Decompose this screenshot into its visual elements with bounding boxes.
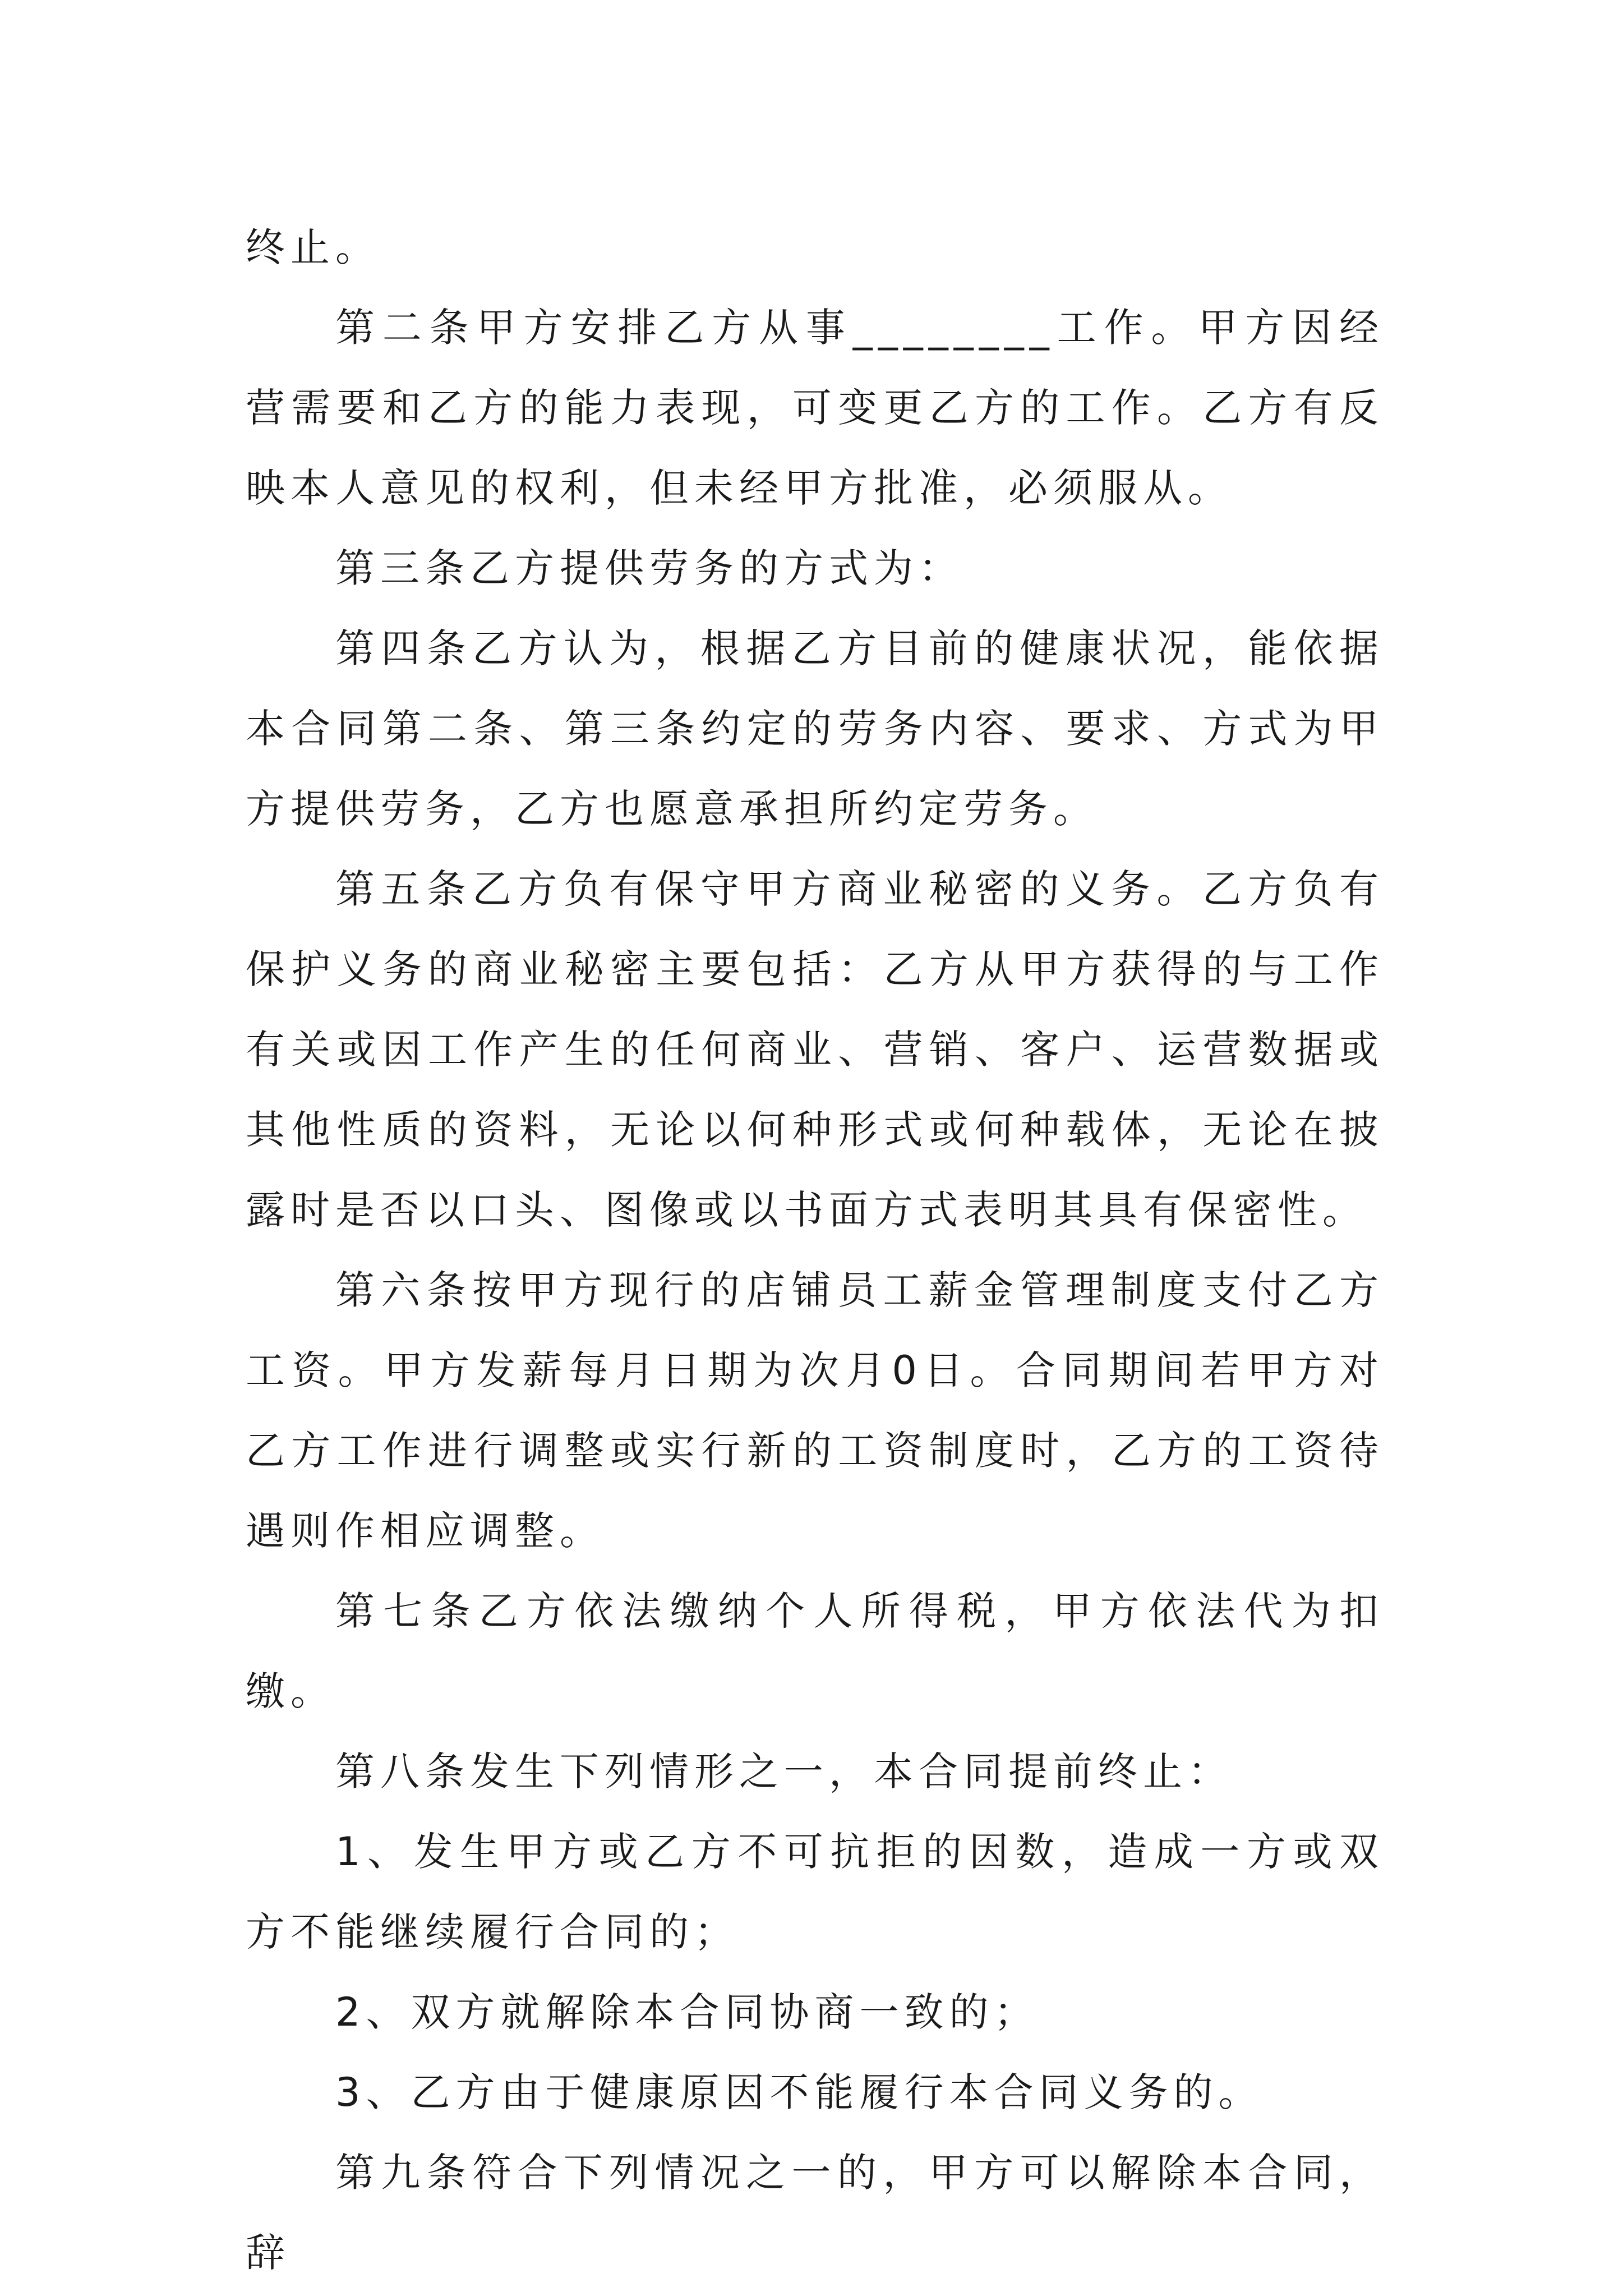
paragraph-article-7: 第七条乙方依法缴纳个人所得税，甲方依法代为扣缴。 (246, 1588, 1384, 1714)
list-item-1: 1、发生甲方或乙方不可抗拒的因数，造成一方或双方不能继续履行合同的； (246, 1829, 1384, 1955)
paragraph-article-5: 第五条乙方负有保守甲方商业秘密的义务。乙方负有保护义务的商业秘密主要包括：乙方从甲方获得的与工作有关或因工作产生的任何商业、营销、客户、运营数据或其他性质的资料，无论以何种形式或何种载体，无论在披露时是否以口头、图像或以书面方式表明其具有保密性。 (246, 866, 1384, 1233)
paragraph-continuation: 终止。 (246, 224, 380, 270)
paragraph-article-6: 第六条按甲方现行的店铺员工薪金管理制度支付乙方工资。甲方发薪每月日期为次月0日。合同期间若甲方对乙方工作进行调整或实行新的工资制度时，乙方的工资待遇则作相应调整。 (246, 1267, 1384, 1554)
paragraph-article-3: 第三条乙方提供劳务的方式为： (335, 545, 963, 591)
paragraph-article-8: 第八条发生下列情形之一，本合同提前终止： (335, 1749, 1233, 1795)
list-item-3: 3、乙方由于健康原因不能履行本合同义务的。 (335, 2069, 1264, 2115)
list-item-2: 2、双方就解除本合同协商一致的； (335, 1989, 1039, 2035)
paragraph-article-9: 第九条符合下列情况之一的，甲方可以解除本合同，辞 (246, 2150, 1384, 2276)
paragraph-article-4: 第四条乙方认为，根据乙方目前的健康状况，能依据本合同第二条、第三条约定的劳务内容、要求、方式为甲方提供劳务，乙方也愿意承担所约定劳务。 (246, 625, 1384, 832)
document-body (246, 208, 1384, 2293)
paragraph-article-2: 第二条甲方安排乙方从事________工作。甲方因经营需要和乙方的能力表现，可变更乙方的工作。乙方有反映本人意见的权利，但未经甲方批准，必须服从。 (246, 305, 1384, 511)
